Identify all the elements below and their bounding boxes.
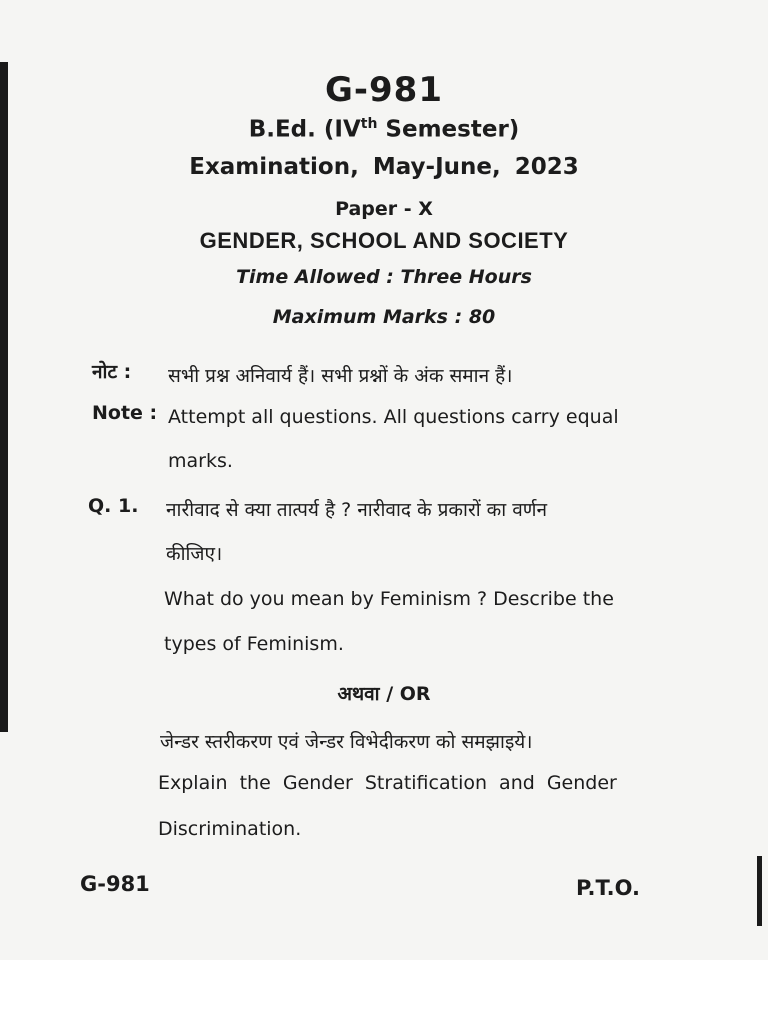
or-separator: अथवा / OR [337,683,431,705]
course-superscript: th [360,116,378,132]
footer-paper-code: G-981 [80,872,150,896]
course-prefix: B.Ed. (IV [248,116,361,143]
question-english-line1: What do you mean by Feminism ? Describe the [164,588,614,610]
note-english-line2: marks. [168,450,233,472]
note-english-line1: Attempt all questions. All questions carry equal [168,406,619,428]
examination-session: Examination, May-June, 2023 [189,154,579,180]
alt-question-english-line1: Explain the Gender Stratification and Gender [158,772,617,794]
note-hindi-text: सभी प्रश्न अनिवार्य हैं। सभी प्रश्नों के अंक समान हैं। [168,365,513,387]
alt-question-english-line2: Discrimination. [158,818,302,840]
question-hindi-line1: नारीवाद से क्या तात्पर्य है ? नारीवाद के प्रकारों का वर्णन [166,499,548,521]
question-english-line2: types of Feminism. [164,633,344,655]
note-english-label: Note : [92,402,158,424]
question-hindi-line2: कीजिए। [166,543,223,565]
note-hindi-label: नोट : [92,361,132,383]
page-right-edge-shadow [757,856,762,926]
maximum-marks: Maximum Marks : 80 [272,306,496,328]
course-suffix: Semester) [377,116,520,143]
course-title [0,116,768,143]
alt-question-hindi: जेन्डर स्तरीकरण एवं जेन्डर विभेदीकरण को समझाइये। [160,731,533,753]
please-turn-over: P.T.O. [576,876,640,900]
question-number: Q. 1. [88,495,139,517]
paper-code: G-981 [325,70,443,110]
paper-title: GENDER, SCHOOL AND SOCIETY [199,228,569,253]
paper-number: Paper - X [335,198,433,220]
time-allowed: Time Allowed : Three Hours [236,266,532,288]
